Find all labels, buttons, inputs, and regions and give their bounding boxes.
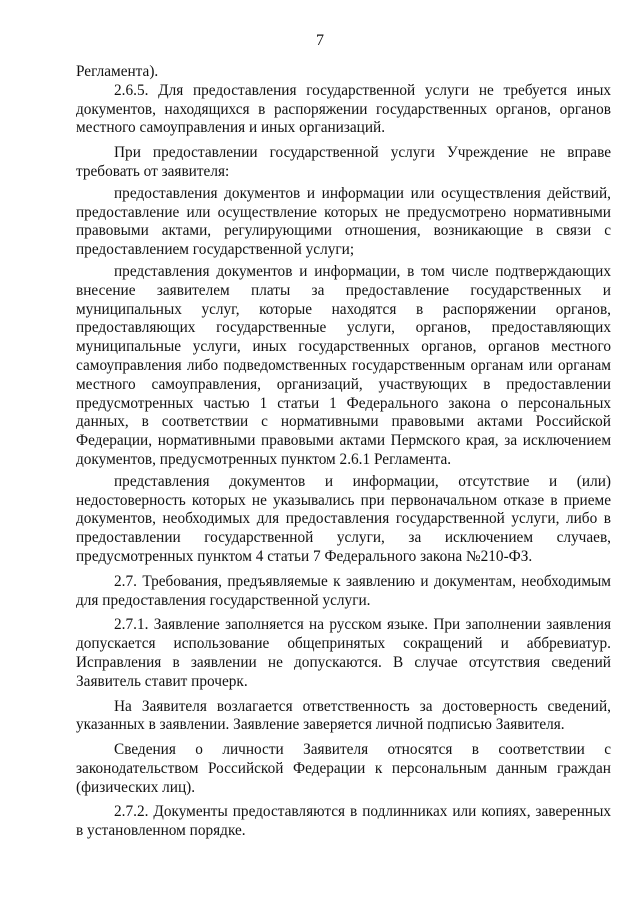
paragraph: Регламента). [76,63,159,80]
paragraph: На Заявителя возлагается ответственность за достоверность сведений, указанных в заявлении. Заявление заверяется личной подписью Заявителя. [76,697,611,734]
paragraph: 2.7.1. Заявление заполняется на русском языке. При заполнении заявления допускается использование общепринятых сокращений и аббревиатур. Исправления в заявлении не допускаются. В случае отсутствия сведений Заявитель ставит прочерк. [76,616,611,690]
paragraph: Сведения о личности Заявителя относятся в соответствии с законодательством Российской Федерации к персональным данным граждан (физических лиц). [76,741,611,796]
paragraph: 2.6.5. Для предоставления государственной услуги не требуется иных документов, находящихся в распоряжении государственных органов, органов местного самоуправления и иных организаций. [76,81,611,137]
paragraph: представления документов и информации, в том числе подтверждающих внесение заявителем платы за предоставление государственных и муниципальных услуг, которые находятся в распоряжении органов, предоставляющих государственные услуги, органов, предоставляющих муниципальные услуги, иных государственных органов, органов местного самоуправления либо подведомственных государственным органам или органам местного самоуправления, организаций, участвующих в предоставлении предусмотренных частью 1 статьи 1 Федерального закона о персональных данных, в соответствии с нормативными правовыми актами Российской Федерации, нормативными правовыми актами Пермского края, за исключением документов, предусмотренных пунктом 2.6.1 Регламента. [76,262,611,468]
page-number: 7 [316,32,324,49]
document-body [76,63,611,841]
paragraph: представления документов и информации, отсутствие и (или) недостоверность которых не указывались при первоначальном отказе в приеме документов, необходимых для предоставления государственной услуги, либо в предоставлении государственной услуги, за исключением случаев, предусмотренных пунктом 4 статьи 7 Федерального закона №210-ФЗ. [76,472,611,565]
paragraph: При предоставлении государственной услуги Учреждение не вправе требовать от заявителя: [76,144,611,180]
paragraph: предоставления документов и информации или осуществления действий, предоставление или осуществление которых не предусмотрено нормативными правовыми актами, регулирующими отношения, возникающие в связи с предоставлением государственной услуги; [76,184,611,259]
paragraph: 2.7.2. Документы предоставляются в подлинниках или копиях, заверенных в установленном порядке. [76,803,611,840]
paragraph: 2.7. Требования, предъявляемые к заявлению и документам, необходимым для предоставления государственной услуги. [76,572,611,609]
